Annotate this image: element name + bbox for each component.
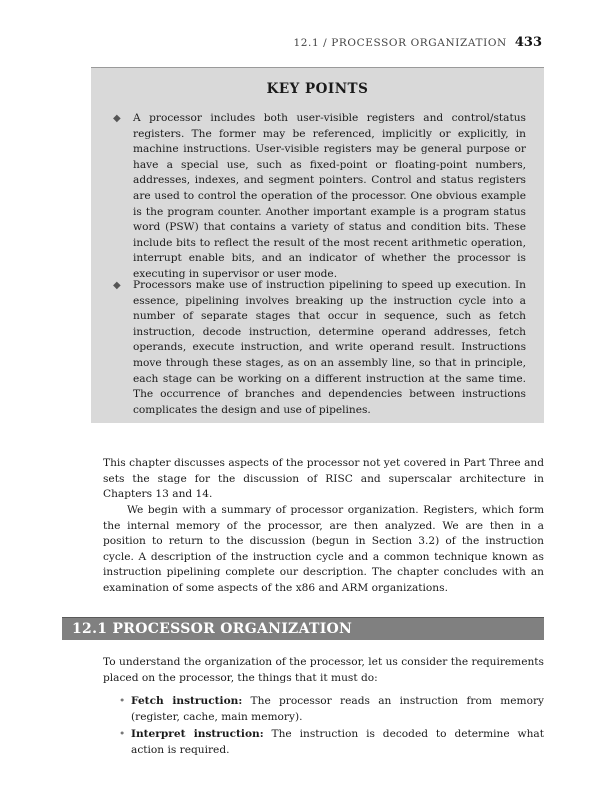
section-heading: 12.1 PROCESSOR ORGANIZATION — [72, 621, 353, 637]
requirement-term: Interpret instruction: — [131, 728, 264, 740]
requirement-term: Fetch instruction: — [131, 695, 243, 707]
diamond-bullet-icon: ◆ — [113, 280, 121, 291]
key-points-title: KEY POINTS — [266, 81, 369, 97]
page-number: 433 — [514, 35, 542, 50]
key-points-box — [91, 67, 544, 423]
intro-paragraph: We begin with a summary of processor organization. Registers, which form the internal memory of the processor, are then analyzed. We are then in a position to return to the discussion (begun in Section 3.2) of the instruction cycle. A description of the instruction cycle and a common technique known as instruction pipelining complete our description. The chapter concludes with an examination of some aspects of the x86 and ARM organizations. — [103, 504, 544, 594]
intro-paragraph: This chapter discusses aspects of the processor not yet covered in Part Three and sets the stage for the discussion of RISC and superscalar architecture in Chapters 13 and 14. — [103, 457, 544, 501]
key-point-text: Processors make use of instruction pipelining to speed up execution. In essence, pipelining involves breaking up the instruction cycle into a number of separate stages that occur in sequence, such as fetch instruction, decode instruction, determine operand addresses, fetch operands, execute instruction, and write operand result. Instructions move through these stages, as on an assembly line, so that in principle, each stage can be working on a different instruction at the same time. The occurrence of branches and dependencies between instructions complicates the design and use of pipelines. — [133, 279, 526, 416]
running-title: 12.1 / PROCESSOR ORGANIZATION — [293, 37, 507, 49]
requirement-item — [119, 694, 544, 725]
running-header — [293, 35, 542, 50]
bullet-dot-icon: • — [119, 728, 126, 740]
key-point-text: A processor includes both user-visible registers and control/status registers. The former may be referenced, implicitly or explicitly, in machine instructions. User-visible registers may be general purpose or have a special use, such as fixed-point or floating-point numbers, addresses, indexes, and segment pointers. Control and status registers are used to control the operation of the processor. One obvious example is the program counter. Another important example is a program status word (PSW) that contains a variety of status and condition bits. These include bits to reflect the result of the most recent arithmetic operation, interrupt enable bits, and an indicator of whether the processor is executing in supervisor or user mode. — [133, 112, 526, 280]
requirement-text: The instruction is decoded to determine what action is required. — [131, 728, 544, 756]
requirement-text: The processor reads an instruction from memory (register, cache, main memory). — [131, 695, 544, 723]
section-heading-bar — [62, 617, 544, 640]
section-paragraph: To understand the organization of the processor, let us consider the requirements placed on the processor, the things that it must do: — [103, 656, 544, 684]
bullet-dot-icon: • — [119, 695, 126, 707]
key-point-item — [113, 111, 526, 283]
requirement-item — [119, 727, 544, 758]
diamond-bullet-icon: ◆ — [113, 113, 121, 124]
key-point-item — [113, 278, 526, 418]
